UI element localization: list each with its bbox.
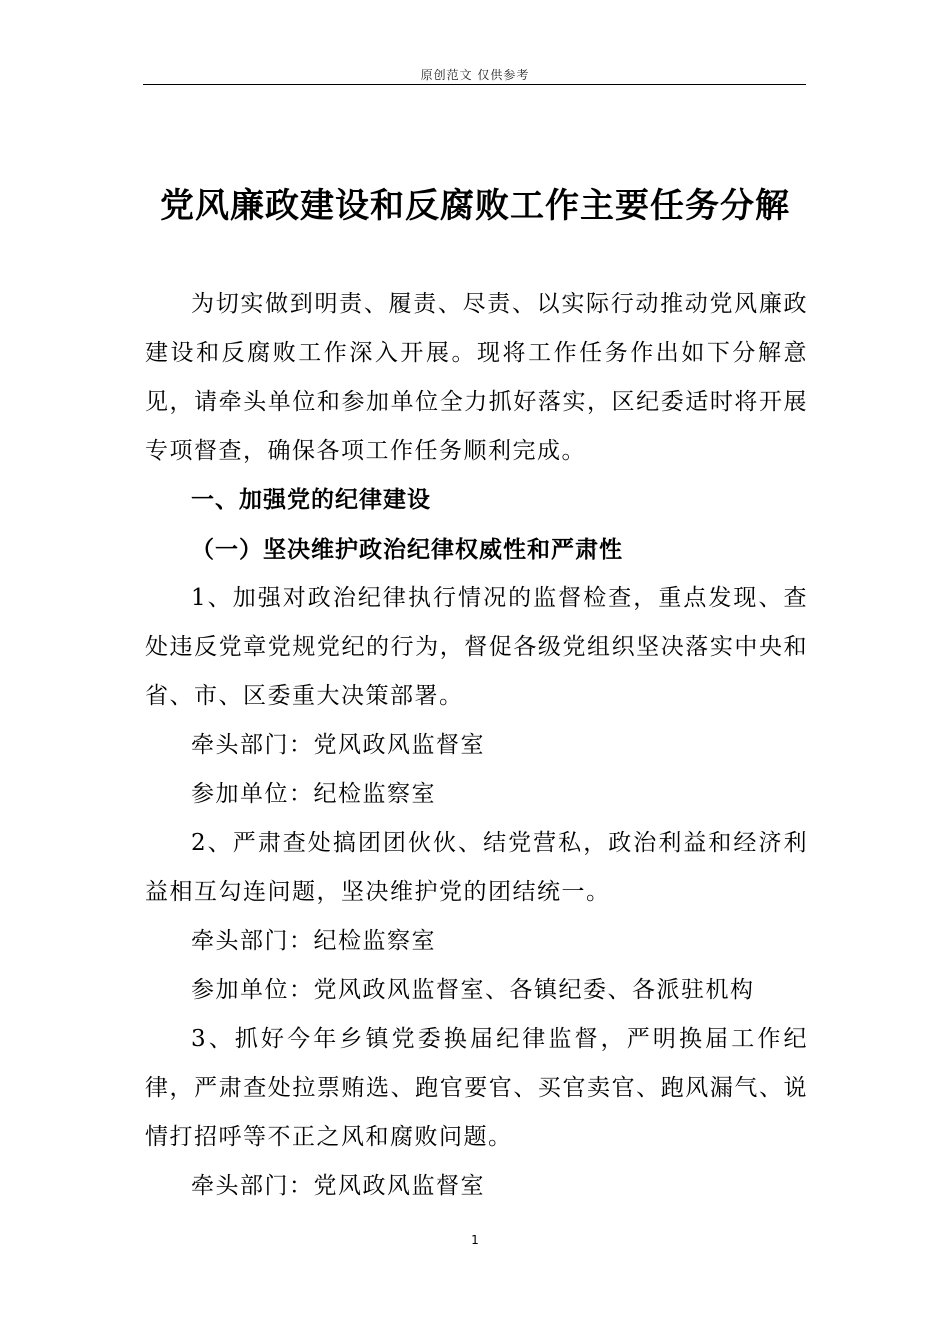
intro-paragraph: 为切实做到明责、履责、尽责、以实际行动推动党风廉政建设和反腐败工作深入开展。现将工作任务作出如下分解意见，请牵头单位和参加单位全力抓好落实，区纪委适时将开展专项督查，确保各项工作任务顺利完成。 <box>145 291 808 464</box>
task-item-3: 3、抓好今年乡镇党委换届纪律监督，严明换届工作纪律，严肃查处拉票贿选、跑官要官、买官卖官、跑风漏气、说情打招呼等不正之风和腐败问题。 <box>145 1026 808 1150</box>
task-3-lead-department: 牵头部门：党风政风监督室 <box>191 1173 485 1199</box>
document-body <box>145 280 808 1211</box>
task-item-1: 1、加强对政治纪律执行情况的监督检查，重点发现、查处违反党章党规党纪的行为，督促各级党组织坚决落实中央和省、市、区委重大决策部署。 <box>145 585 808 709</box>
page-header: 原创范文 仅供参考 <box>420 68 530 82</box>
section-heading: 一、加强党的纪律建设 <box>191 487 431 513</box>
document-title: 党风廉政建设和反腐败工作主要任务分解 <box>160 186 790 226</box>
task-1-lead-department: 牵头部门：党风政风监督室 <box>191 732 485 758</box>
subsection-heading: （一）坚决维护政治纪律权威性和严肃性 <box>191 536 623 563</box>
task-1-participating-units: 参加单位：纪检监察室 <box>191 781 436 807</box>
header-divider <box>143 84 806 85</box>
task-2-participating-units: 参加单位：党风政风监督室、各镇纪委、各派驻机构 <box>191 977 755 1003</box>
task-2-lead-department: 牵头部门：纪检监察室 <box>191 928 436 954</box>
page-number: 1 <box>471 1233 479 1247</box>
task-item-2: 2、严肃查处搞团团伙伙、结党营私，政治利益和经济利益相互勾连问题，坚决维护党的团结统一。 <box>145 830 808 905</box>
